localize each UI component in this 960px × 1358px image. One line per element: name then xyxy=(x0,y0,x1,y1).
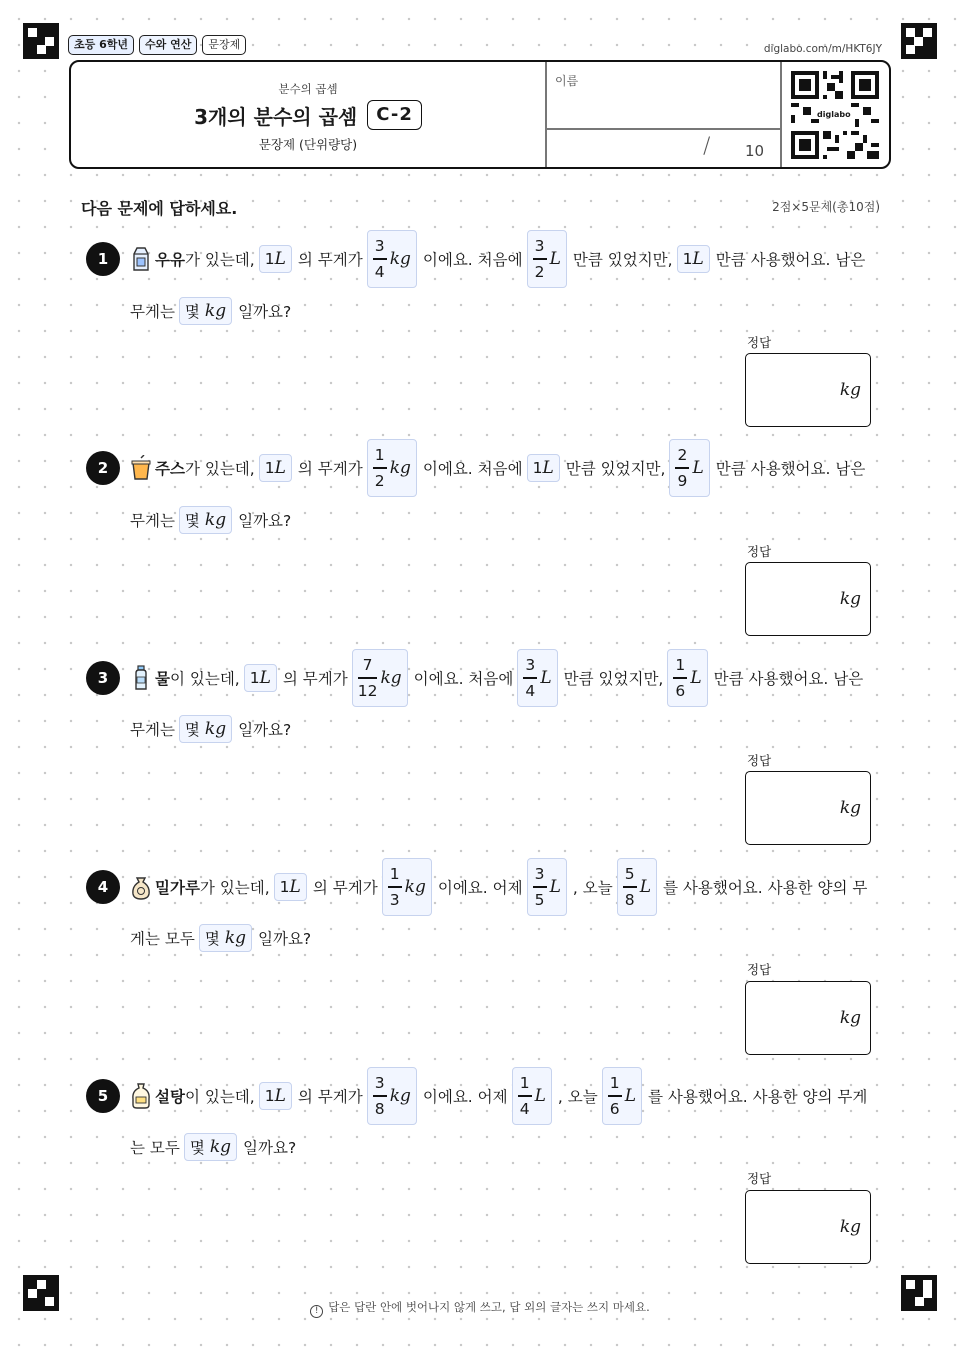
fraction xyxy=(373,445,387,491)
unit-label: kg xyxy=(389,458,411,478)
keyword-substance: 밀가루 xyxy=(155,879,200,897)
unit-label: L xyxy=(274,249,286,269)
corner-marker-top-right xyxy=(901,23,937,59)
problem-type: 문장제 (단위량당) xyxy=(258,137,358,152)
unit-label: kg xyxy=(204,510,227,530)
juice-cup-icon xyxy=(130,455,152,481)
answer-label: 정답 xyxy=(747,1171,772,1186)
question-box xyxy=(179,715,232,743)
unit-label: kg xyxy=(389,249,411,269)
numerator: 3 xyxy=(534,237,545,256)
unit-subtitle: 분수의 곱셈 xyxy=(278,82,338,96)
problem-number: 5 xyxy=(86,1079,120,1113)
fraction xyxy=(533,864,547,910)
problem-text: 이에요. 처음에 xyxy=(422,460,523,478)
keyword-substance: 설탕 xyxy=(155,1088,185,1106)
fraction xyxy=(673,655,687,701)
milk-carton-icon xyxy=(130,246,152,272)
problem-text: 일까요? xyxy=(238,303,292,321)
problem-text: 만큼 사용했어요. 남은 xyxy=(715,460,866,478)
problem-text: 이에요. 처음에 xyxy=(422,251,523,269)
problem-2-line-2 xyxy=(130,505,295,535)
numerator: 5 xyxy=(624,865,635,884)
flour-sack-icon xyxy=(130,874,152,900)
numerator: 2 xyxy=(677,446,688,465)
problem-3-line-2 xyxy=(130,714,295,744)
denominator: 4 xyxy=(374,262,385,281)
quantity-box xyxy=(259,454,292,482)
answer-unit: kg xyxy=(839,380,861,400)
numerator: 1 xyxy=(389,865,400,884)
problem-text: 만큼 있었지만, xyxy=(563,670,664,688)
unit-label: kg xyxy=(404,877,426,897)
unit-label: kg xyxy=(204,301,227,321)
answer-input-box[interactable] xyxy=(745,1190,871,1264)
tag-category: 수와 연산 xyxy=(139,35,197,55)
fraction-box xyxy=(602,1067,642,1125)
tag-type: 문장제 xyxy=(202,35,246,55)
numerator: 7 xyxy=(362,656,373,675)
quantity-box xyxy=(527,454,560,482)
unit-label: L xyxy=(639,877,651,897)
problem-text: 게는 모두 xyxy=(130,930,195,948)
problem-4-line-1 xyxy=(130,858,871,916)
denominator: 6 xyxy=(675,681,686,700)
problem-text: 일까요? xyxy=(258,930,312,948)
answer-label: 정답 xyxy=(747,544,772,559)
quantity-box xyxy=(244,664,277,692)
problem-text: 의 무게가 xyxy=(282,670,348,688)
problem-3-line-1 xyxy=(130,649,867,707)
title-block xyxy=(71,62,545,167)
denominator: 12 xyxy=(357,681,378,700)
answer-label: 정답 xyxy=(747,753,772,768)
unit-label: kg xyxy=(380,668,402,688)
footer-note xyxy=(0,1299,960,1318)
answer-input-box[interactable] xyxy=(745,981,871,1055)
unit-label: L xyxy=(274,1086,286,1106)
fraction-box xyxy=(367,439,417,497)
problem-text: 이에요. 어제 xyxy=(437,879,523,897)
fraction xyxy=(675,445,689,491)
title-row xyxy=(71,100,545,130)
answer-unit: kg xyxy=(839,798,861,818)
fraction xyxy=(533,236,547,282)
problem-1-line-1 xyxy=(130,230,869,288)
problem-text: 이 있는데, xyxy=(184,1088,255,1106)
fraction-box xyxy=(367,1067,417,1125)
unit-label: L xyxy=(690,668,702,688)
name-field-label: 이름 xyxy=(555,74,579,88)
problem-text: 만큼 사용했어요. 남은 xyxy=(713,670,864,688)
numerator: 3 xyxy=(525,656,536,675)
denominator: 6 xyxy=(609,1099,620,1118)
unit-label: L xyxy=(549,877,561,897)
answer-input-box[interactable] xyxy=(745,562,871,636)
instruction-heading: 다음 문제에 답하세요. xyxy=(81,199,238,218)
answer-label: 정답 xyxy=(747,962,772,977)
fraction xyxy=(373,1073,387,1119)
fraction-box xyxy=(352,649,408,707)
quantity-box xyxy=(259,1082,292,1110)
denominator: 9 xyxy=(677,471,688,490)
unit-label: L xyxy=(259,668,271,688)
unit-label: L xyxy=(289,877,301,897)
answer-unit: kg xyxy=(839,1008,861,1028)
denominator: 4 xyxy=(519,1099,530,1118)
problem-4-line-2 xyxy=(130,923,315,953)
unit-label: L xyxy=(549,249,561,269)
quantity-box xyxy=(274,873,307,901)
fraction-box xyxy=(382,858,432,916)
problem-text: 를 사용했어요. 사용한 양의 무게 xyxy=(648,1088,868,1106)
fraction xyxy=(608,1073,622,1119)
numerator: 1 xyxy=(609,1074,620,1093)
quantity-value: 1 xyxy=(264,1087,275,1105)
unit-label: kg xyxy=(224,928,246,948)
fraction xyxy=(358,655,378,701)
fraction-box xyxy=(527,230,567,288)
problem-text: 일까요? xyxy=(243,1139,297,1157)
problem-text: 이 있는데, xyxy=(169,670,240,688)
footer-text: 답은 답란 안에 벗어나지 않게 쓰고, 답 외의 글자는 쓰지 마세요. xyxy=(328,1300,650,1314)
numerator: 3 xyxy=(374,1074,385,1093)
problem-text: 무게는 xyxy=(130,721,175,739)
info-icon: ! xyxy=(310,1305,323,1318)
divider xyxy=(545,62,547,167)
problem-1-line-2 xyxy=(130,296,295,326)
unit-label: L xyxy=(534,1086,546,1106)
problem-text: 가 있는데, xyxy=(184,251,255,269)
score-slash: / xyxy=(703,134,711,159)
problem-2-line-1 xyxy=(130,439,869,497)
quantity-value: 1 xyxy=(264,459,275,477)
question-box xyxy=(199,924,252,952)
keyword-substance: 물 xyxy=(155,670,170,688)
tag-grade: 초등 6학년 xyxy=(68,35,134,55)
question-box xyxy=(179,297,232,325)
denominator: 2 xyxy=(534,262,545,281)
problem-text: 이에요. 처음에 xyxy=(413,670,514,688)
question-word: 몇 xyxy=(184,303,200,321)
denominator: 3 xyxy=(389,890,400,909)
unit-label: L xyxy=(624,1086,637,1106)
fraction-box xyxy=(367,230,417,288)
problem-text: 무게는 xyxy=(130,303,175,321)
page-title: 3개의 분수의 곱셈 xyxy=(194,104,358,129)
denominator: 8 xyxy=(374,1099,385,1118)
quantity-value: 1 xyxy=(264,250,275,268)
question-word: 몇 xyxy=(189,1139,205,1157)
keyword-substance: 주스 xyxy=(155,460,185,478)
problem-text: 무게는 xyxy=(130,512,175,530)
quantity-value: 1 xyxy=(249,669,260,687)
score-info: 2점×5문제(총10점) xyxy=(772,200,880,214)
problem-text: 일까요? xyxy=(238,512,292,530)
answer-label: 정답 xyxy=(747,335,772,350)
fraction-box xyxy=(512,1067,552,1125)
tag-list xyxy=(68,35,246,55)
problem-number: 2 xyxy=(86,451,120,485)
problem-text: 의 무게가 xyxy=(297,460,363,478)
corner-marker-top-left xyxy=(23,23,59,59)
worksheet-url[interactable]: diglabo.com/m/HKT6JY xyxy=(763,43,882,55)
question-word: 몇 xyxy=(184,721,200,739)
fraction xyxy=(518,1073,532,1119)
fraction-box xyxy=(517,649,557,707)
unit-label: L xyxy=(692,458,704,478)
unit-label: L xyxy=(274,458,286,478)
problem-text: 는 모두 xyxy=(130,1139,180,1157)
numerator: 3 xyxy=(534,865,545,884)
problem-text: 이에요. 어제 xyxy=(422,1088,508,1106)
fraction-box xyxy=(617,858,657,916)
numerator: 3 xyxy=(374,237,385,256)
level-code-badge: C-2 xyxy=(367,100,422,130)
problem-text: 만큼 사용했어요. 남은 xyxy=(715,251,866,269)
unit-label: L xyxy=(542,458,554,478)
question-word: 몇 xyxy=(204,930,220,948)
water-bottle-icon xyxy=(130,665,152,691)
fraction-box xyxy=(667,649,707,707)
answer-unit: kg xyxy=(839,589,861,609)
worksheet-header xyxy=(69,60,891,169)
denominator: 4 xyxy=(525,681,536,700)
problem-text: 가 있는데, xyxy=(184,460,255,478)
answer-unit: kg xyxy=(839,1217,861,1237)
problem-text: 의 무게가 xyxy=(297,1088,363,1106)
unit-label: kg xyxy=(204,719,227,739)
answer-input-box[interactable] xyxy=(745,353,871,427)
sugar-jar-icon xyxy=(130,1083,152,1109)
fraction xyxy=(388,864,402,910)
quantity-value: 1 xyxy=(682,250,693,268)
problem-5-line-1 xyxy=(130,1067,871,1125)
question-box xyxy=(179,506,232,534)
answer-input-box[interactable] xyxy=(745,771,871,845)
unit-label: kg xyxy=(389,1086,411,1106)
problem-number: 1 xyxy=(86,242,120,276)
quantity-box xyxy=(259,245,292,273)
problem-text: 의 무게가 xyxy=(297,251,363,269)
divider xyxy=(545,128,781,130)
unit-label: kg xyxy=(209,1137,232,1157)
unit-label: L xyxy=(540,668,552,688)
problem-text: 만큼 있었지만, xyxy=(565,460,666,478)
denominator: 2 xyxy=(374,471,385,490)
problem-text: 의 무게가 xyxy=(312,879,378,897)
fraction-box xyxy=(527,858,567,916)
problem-text: 만큼 있었지만, xyxy=(572,251,673,269)
quantity-value: 1 xyxy=(532,459,543,477)
numerator: 1 xyxy=(374,446,385,465)
numerator: 1 xyxy=(675,656,686,675)
problem-number: 3 xyxy=(86,661,120,695)
problem-number: 4 xyxy=(86,870,120,904)
denominator: 8 xyxy=(624,890,635,909)
keyword-substance: 우유 xyxy=(155,251,185,269)
fraction xyxy=(523,655,537,701)
fraction xyxy=(373,236,387,282)
quantity-box xyxy=(677,245,710,273)
fraction-box xyxy=(669,439,709,497)
problem-5-line-2 xyxy=(130,1132,300,1162)
question-word: 몇 xyxy=(184,512,200,530)
quantity-value: 1 xyxy=(279,878,290,896)
divider xyxy=(780,62,782,167)
problem-text: 를 사용했어요. 사용한 양의 무 xyxy=(663,879,868,897)
problem-text: 일까요? xyxy=(238,721,292,739)
question-box xyxy=(184,1133,237,1161)
denominator: 5 xyxy=(534,890,545,909)
qr-brand-label: diglabo xyxy=(814,110,854,119)
fraction xyxy=(623,864,637,910)
unit-label: L xyxy=(692,249,704,269)
problem-text: , 오늘 xyxy=(572,879,613,897)
numerator: 1 xyxy=(519,1074,530,1093)
problem-text: , 오늘 xyxy=(557,1088,598,1106)
score-total: 10 xyxy=(745,142,765,160)
problem-text: 가 있는데, xyxy=(199,879,270,897)
